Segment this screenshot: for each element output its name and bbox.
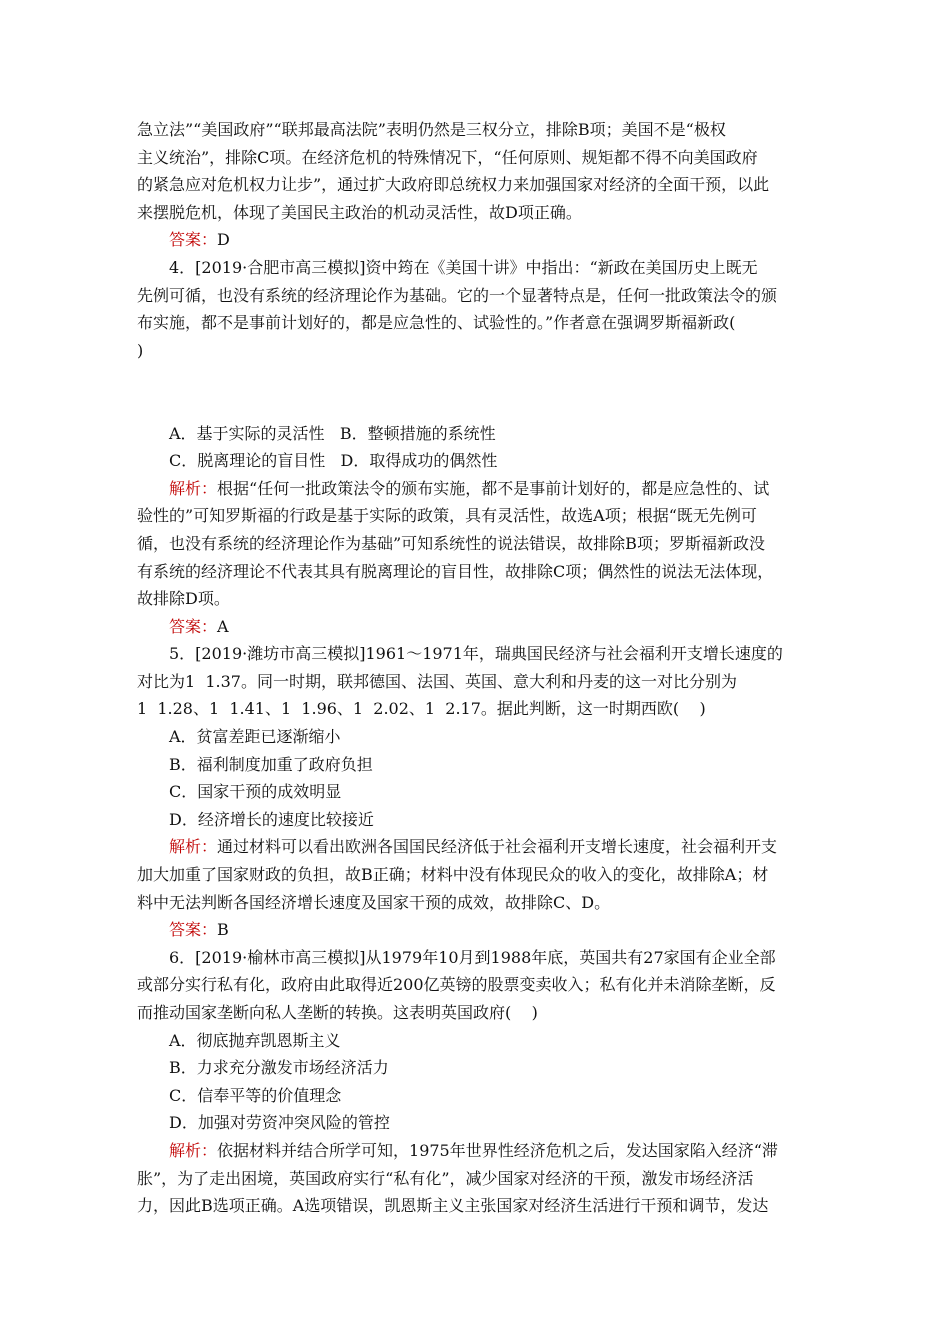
text-line [137, 558, 817, 586]
document-page [137, 116, 817, 1220]
line-text: 根据“任何一批政策法令的颁布实施，都不是事前计划好的，都是应急性的、试 [217, 478, 770, 498]
line-text: A．贫富差距已逐渐缩小 [169, 727, 341, 747]
text-line [137, 889, 817, 917]
text-line [137, 337, 817, 365]
blank-line [137, 392, 817, 420]
text-line [137, 668, 817, 696]
line-text: 胀”，为了走出困境，英国政府实行“私有化”，减少国家对经济的干预，激发市场经济活 [137, 1168, 754, 1188]
line-text: 来摆脱危机，体现了美国民主政治的机动灵活性，故D项正确。 [137, 202, 582, 222]
line-text: D．加强对劳资冲突风险的管控 [169, 1113, 390, 1133]
text-line [137, 502, 817, 530]
text-line [137, 1165, 817, 1193]
line-text: 依据材料并结合所学可知，1975年世界性经济危机之后，发达国家陷入经济“滞 [217, 1140, 778, 1160]
line-text: C．国家干预的成效明显 [169, 782, 342, 802]
line-text: 或部分实行私有化，政府由此取得近200亿英镑的股票变卖收入；私有化并未消除垄断，反 [137, 975, 776, 995]
text-line [137, 1082, 817, 1110]
labeled-line [137, 226, 817, 254]
line-text: 而推动国家垄断向私人垄断的转换。这表明英国政府( ) [137, 1003, 538, 1022]
text-line [137, 971, 817, 999]
text-line [137, 585, 817, 613]
line-text: 急立法”“美国政府”“联邦最高法院”表明仍然是三权分立，排除B项；美国不是“极权 [137, 120, 726, 139]
line-text: B．力求充分激发市场经济活力 [169, 1058, 389, 1078]
line-label: 答案： [169, 616, 218, 636]
text-line [137, 530, 817, 558]
line-text: 料中无法判断各国经济增长速度及国家干预的成效，故排除C、D。 [137, 892, 611, 912]
line-text: B [217, 920, 229, 940]
line-text: 力，因此B选项正确。A选项错误，凯恩斯主义主张国家对经济生活进行干预和调节，发达 [137, 1196, 769, 1216]
line-text: 故排除D项。 [137, 589, 230, 609]
text-line [137, 1027, 817, 1055]
text-line [137, 447, 817, 475]
line-label: 解析： [169, 478, 218, 498]
line-label: 答案： [169, 920, 218, 940]
line-text: 通过材料可以看出欧洲各国国民经济低于社会福利开支增长速度，社会福利开支 [217, 837, 778, 857]
line-text: 主义统治”，排除C项。在经济危机的特殊情况下，“任何原则、规矩都不得不向美国政府 [137, 147, 758, 167]
text-line [137, 144, 817, 172]
text-line [137, 116, 817, 144]
line-text: 循，也没有系统的经济理论作为基础”可知系统性的说法错误，故排除B项；罗斯福新政没 [137, 533, 765, 553]
text-line [137, 309, 817, 337]
line-text: 6．[2019·榆林市高三模拟]从1979年10月到1988年底，英国共有27家国有企业全部 [169, 947, 776, 967]
line-text: 有系统的经济理论不代表其具有脱离理论的盲目性，故排除C项；偶然性的说法无法体现， [137, 561, 774, 581]
text-line [137, 751, 817, 779]
text-line [137, 282, 817, 310]
line-text: A．彻底抛弃凯恩斯主义 [169, 1030, 341, 1050]
line-text: A [217, 616, 229, 636]
labeled-line [137, 475, 817, 503]
line-text: 布实施，都不是事前计划好的，都是应急性的、试验性的。”作者意在强调罗斯福新政( [137, 313, 736, 333]
text-line [137, 1192, 817, 1220]
text-line [137, 861, 817, 889]
labeled-line [137, 916, 817, 944]
line-text: B．福利制度加重了政府负担 [169, 754, 373, 774]
blank-line [137, 364, 817, 392]
line-text: 验性的”可知罗斯福的行政是基于实际的政策，具有灵活性，故选A项；根据“既无先例可 [137, 506, 757, 526]
line-label: 解析： [169, 1140, 218, 1160]
line-text: 先例可循，也没有系统的经济理论作为基础。它的一个显著特点是，任何一批政策法令的颁 [137, 285, 778, 305]
text-line [137, 1109, 817, 1137]
text-line [137, 254, 817, 282]
text-line [137, 420, 817, 448]
text-line [137, 806, 817, 834]
line-text: ) [137, 340, 144, 360]
labeled-line [137, 1137, 817, 1165]
text-line [137, 723, 817, 751]
line-label: 解析： [169, 837, 218, 857]
text-line [137, 199, 817, 227]
line-text: 的紧急应对危机权力让步”，通过扩大政府即总统权力来加强国家对经济的全面干预，以此 [137, 175, 770, 195]
text-line [137, 640, 817, 668]
text-line [137, 171, 817, 199]
line-text: 加大加重了国家财政的负担，故B正确；材料中没有体现民众的收入的变化，故排除A；材 [137, 865, 769, 885]
line-text: 对比为1 1.37。同一时期，联邦德国、法国、英国、意大利和丹麦的这一对比分别为 [137, 671, 737, 691]
line-text: D [217, 230, 230, 250]
text-line [137, 999, 817, 1027]
line-text: D．经济增长的速度比较接近 [169, 809, 374, 829]
text-line [137, 778, 817, 806]
line-text: C．脱离理论的盲目性 D．取得成功的偶然性 [169, 451, 498, 471]
line-text: 5．[2019·潍坊市高三模拟]1961～1971年，瑞典国民经济与社会福利开支增长速度的 [169, 644, 783, 664]
line-text: 1 1.28、1 1.41、1 1.96、1 2.02、1 2.17。据此判断，这一时期西欧( ) [137, 699, 706, 719]
line-text: C．信奉平等的价值理念 [169, 1085, 342, 1105]
text-line [137, 695, 817, 723]
line-label: 答案： [169, 230, 218, 250]
labeled-line [137, 833, 817, 861]
line-text: 4．[2019·合肥市高三模拟]资中筠在《美国十讲》中指出：“新政在美国历史上既无 [169, 257, 758, 277]
text-line [137, 1054, 817, 1082]
labeled-line [137, 613, 817, 641]
text-line [137, 944, 817, 972]
line-text: A．基于实际的灵活性 B．整顿措施的系统性 [169, 423, 496, 443]
